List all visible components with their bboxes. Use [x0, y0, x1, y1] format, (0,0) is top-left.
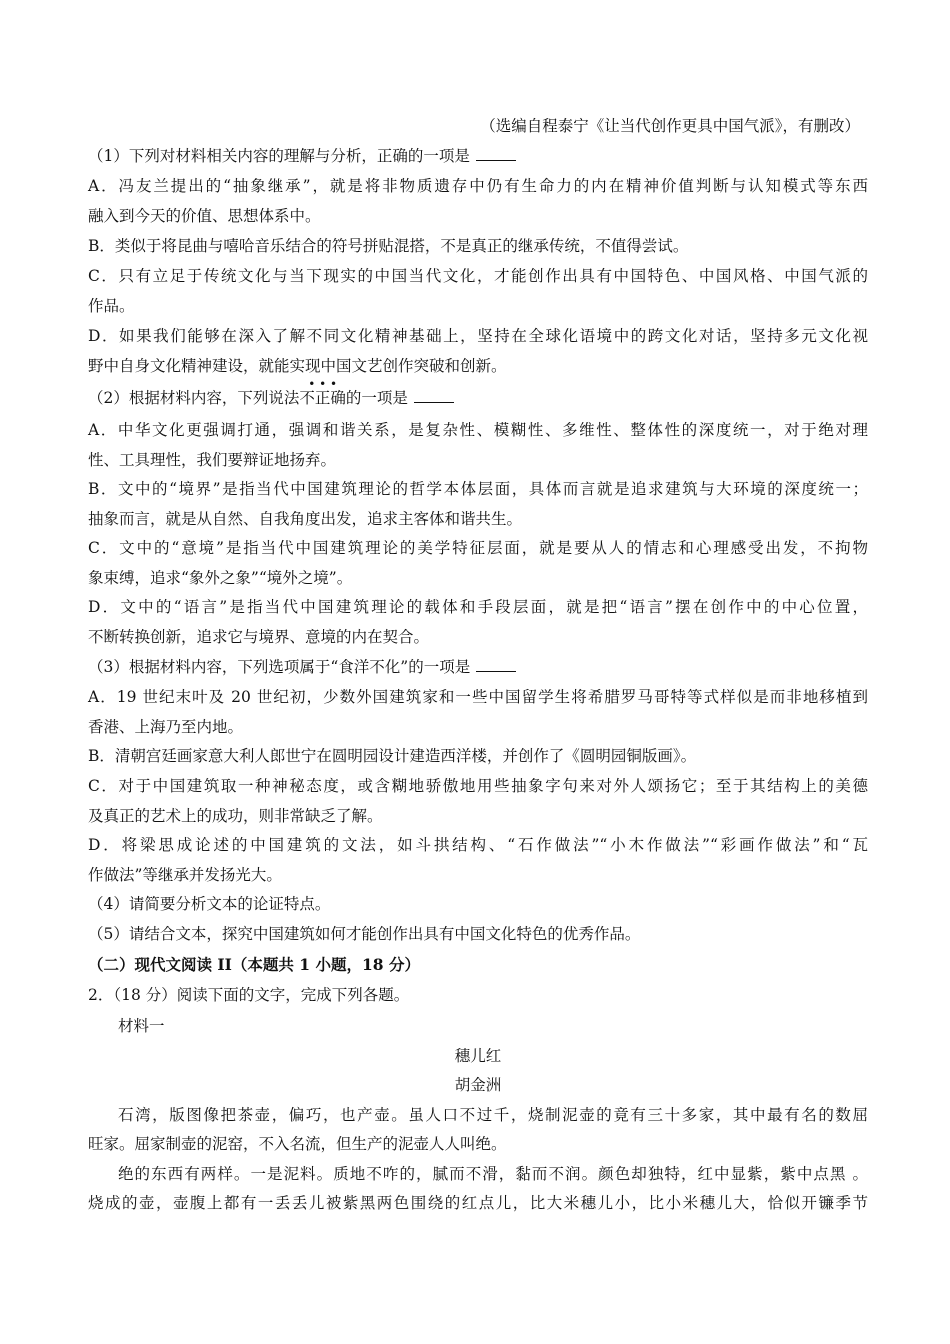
paragraph-1-line2: 旺家。屈家制壶的泥窑，不入名流，但生产的泥壶人人叫绝。 — [88, 1135, 507, 1153]
q2-option-a-line1: A．中华文化更强调打通，强调和谐关系，是复杂性、模糊性、多维性、整体性的深度统一，对于绝对理 — [88, 421, 868, 439]
paragraph-2-line1: 绝的东西有两样。一是泥料。质地不咋的，腻而不滑，黏而不润。颜色却独特，红中显紫，紫中点黑 。 — [118, 1165, 868, 1183]
q1-option-d-line2: 野中自身文化精神建设，就能实现中国文艺创作突破和创新。 — [88, 357, 507, 375]
q1-option-d-line1: D．如果我们能够在深入了解不同文化精神基础上，坚持在全球化语境中的跨文化对话，坚持多元文化视 — [88, 327, 868, 345]
emphasis-text: • • • 不正确 — [299, 377, 346, 407]
q1-option-a-line2: 融入到今天的价值、思想体系中。 — [88, 207, 321, 225]
q2-stem: （2）根据材料内容，下列说法 • • • 不正确的一项是 — [88, 388, 868, 408]
q3-option-a-line2: 香港、上海乃至内地。 — [88, 718, 244, 736]
source-citation: （选编自程泰宁《让当代创作更具中国气派》，有删改） — [480, 117, 860, 135]
material-label: 材料一 — [118, 1017, 165, 1035]
q1-option-b: B．类似于将昆曲与嘻哈音乐结合的符号拼贴混搭，不是真正的继承传统，不值得尝试。 — [88, 237, 689, 255]
section-heading: （二）现代文阅读 II（本题共 1 小题，18 分） — [88, 955, 420, 974]
q1-stem: （1）下列对材料相关内容的理解与分析，正确的一项是 — [88, 146, 868, 166]
q3-option-c-line2: 及真正的艺术上的成功，则非常缺乏了解。 — [88, 807, 383, 825]
q3-option-a-line1: A．19 世纪末叶及 20 世纪初，少数外国建筑家和一些中国留学生将希腊罗马哥特等式样似是而非地移植到 — [88, 688, 868, 706]
story-title: 穗儿红 — [454, 1047, 502, 1065]
answer-blank[interactable] — [414, 388, 454, 403]
q3-option-d-line2: 作做法”等继承并发扬光大。 — [88, 866, 282, 884]
answer-blank[interactable] — [476, 146, 516, 161]
q2-option-c-line2: 象束缚，追求“象外之象”“境外之境”。 — [88, 569, 353, 587]
paragraph-1-line1: 石湾，版图像把茶壶，偏巧，也产壶。虽人口不过千，烧制泥壶的竟有三十多家，其中最有名的数屈 — [118, 1106, 868, 1124]
q3-option-d-line1: D．将梁思成论述的中国建筑的文法，如斗拱结构、“石作做法”“小木作做法”“彩画作做法”和“瓦 — [88, 836, 868, 854]
paragraph-2-line2: 烧成的壶，壶腹上都有一丢丢儿被紫黑两色围绕的红点儿，比大米穗儿小，比小米穗儿大，恰似开镰季节 — [88, 1194, 868, 1212]
q3-option-b: B．清朝宫廷画家意大利人郎世宁在圆明园设计建造西洋楼，并创作了《圆明园铜版画》。 — [88, 747, 697, 765]
q3-option-c-line1: C．对于中国建筑取一种神秘态度，或含糊地骄傲地用些抽象字句来对外人颂扬它；至于其结构上的美德 — [88, 777, 868, 795]
q4-stem: （4）请简要分析文本的论证特点。 — [88, 895, 331, 913]
q2-option-a-line2: 性、工具理性，我们要辩证地扬弃。 — [88, 451, 337, 469]
q3-stem: （3）根据材料内容，下列选项属于“食洋不化”的一项是 — [88, 657, 868, 677]
answer-blank[interactable] — [476, 657, 516, 672]
q1-option-c-line2: 作品。 — [88, 297, 135, 315]
story-author: 胡金洲 — [454, 1076, 502, 1094]
q2-option-b-line2: 抽象而言，就是从自然、自我角度出发，追求主客体和谐共生。 — [88, 510, 523, 528]
q2-option-c-line1: C．文中的“意境”是指当代中国建筑理论的美学特征层面，就是要从人的情志和心理感受出发，不拘物 — [88, 539, 868, 557]
q1-option-a-line1: A．冯友兰提出的“抽象继承”，就是将非物质遗存中仍有生命力的内在精神价值判断与认知模式等东西 — [88, 177, 868, 195]
q5-stem: （5）请结合文本，探究中国建筑如何才能创作出具有中国文化特色的优秀作品。 — [88, 925, 641, 943]
q2-option-d-line1: D．文中的“语言”是指当代中国建筑理论的载体和手段层面，就是把“语言”摆在创作中的中心位置， — [88, 598, 868, 616]
q1-option-c-line1: C．只有立足于传统文化与当下现实的中国当代文化，才能创作出具有中国特色、中国风格、中国气派的 — [88, 267, 868, 285]
question-2-intro: 2．（18 分）阅读下面的文字，完成下列各题。 — [88, 986, 410, 1004]
q2-option-d-line2: 不断转换创新，追求它与境界、意境的内在契合。 — [88, 628, 430, 646]
q2-option-b-line1: B．文中的“境界”是指当代中国建筑理论的哲学本体层面，具体而言就是追求建筑与大环境的深度统一； — [88, 480, 868, 498]
emphasis-dots: • • • — [308, 377, 338, 391]
